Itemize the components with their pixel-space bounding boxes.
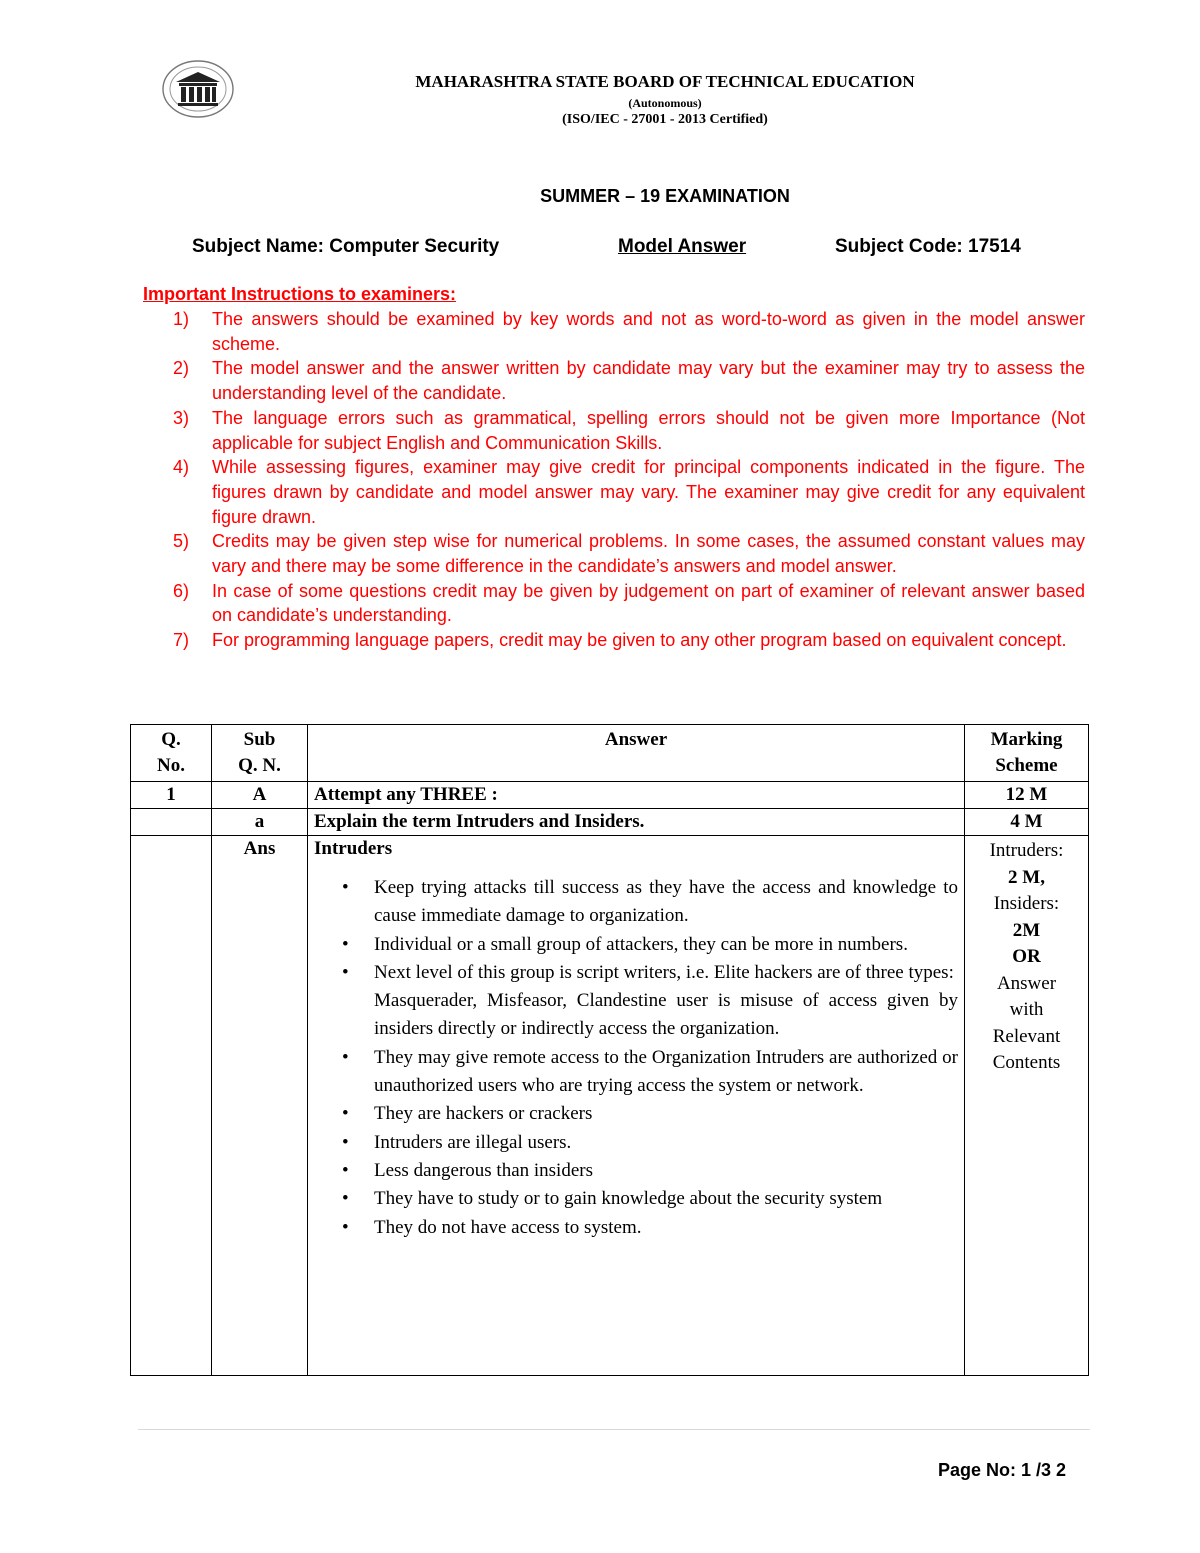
- page-number: Page No: 1 /3 2: [938, 1460, 1067, 1480]
- subject-name: Subject Name: Computer Security: [192, 236, 500, 257]
- answer-heading: Intruders: [314, 838, 393, 859]
- instruction-text: While assessing figures, examiner may give credit for principal components indicated in the figure. The figures drawn by candidate and model answer may vary. The examiner may give credit for any equivalent figure drawn.: [212, 457, 1085, 527]
- instruction-item: [143, 356, 1085, 405]
- instruction-item: [143, 529, 1085, 578]
- question-text: Explain the term Intruders and Insiders.: [308, 809, 965, 836]
- bullet-icon: •: [342, 1103, 349, 1125]
- table-row: [131, 836, 1089, 1376]
- bullet-icon: •: [342, 877, 349, 898]
- list-item: • Individual or a small group of attackers, they can be more in numbers.: [314, 931, 958, 959]
- msbte-logo-icon: [160, 58, 236, 120]
- instruction-text: Credits may be given step wise for numerical problems. In some cases, the assumed constant values may vary and there may be some difference in the candidate’s answers and model answer.: [212, 531, 1085, 577]
- question-text: Attempt any THREE :: [308, 782, 965, 809]
- bullet-icon: •: [342, 1188, 349, 1210]
- autonomous-label: (Autonomous): [628, 96, 702, 110]
- marks: 12 M: [965, 782, 1089, 809]
- bullet-icon: •: [342, 1216, 349, 1238]
- model-answer-label: Model Answer: [618, 236, 747, 257]
- instruction-text: The model answer and the answer written by candidate may vary but the examiner may try to assess the understanding level of the candidate.: [212, 358, 1085, 404]
- header-q-no: Q. No.: [131, 725, 212, 782]
- marks: 4 M: [965, 809, 1089, 836]
- table-row: [131, 782, 1089, 809]
- q-number: [131, 836, 212, 1376]
- bullet-icon: •: [342, 961, 349, 983]
- sub-text: Masquerader, Misfeasor, Clandestine user is misuse of access given by insiders directly or indirectly access the organization.: [374, 990, 958, 1040]
- iso-certification: (ISO/IEC - 27001 - 2013 Certified): [562, 112, 768, 127]
- instruction-number: 4): [173, 457, 190, 478]
- instruction-number: 2): [173, 358, 190, 379]
- list-item: • They have to study or to gain knowledge about the security system: [314, 1185, 958, 1213]
- instruction-number: 3): [173, 407, 190, 428]
- instruction-item: [143, 307, 1085, 356]
- instruction-item: [143, 628, 1085, 653]
- instructions-list: [143, 307, 1085, 653]
- instruction-text: The answers should be examined by key words and not as word-to-word as given in the model answer scheme.: [212, 309, 1085, 354]
- instruction-item: [143, 406, 1085, 455]
- instruction-item: [143, 579, 1085, 628]
- sub-q-number: A: [212, 782, 308, 809]
- board-name: MAHARASHTRA STATE BOARD OF TECHNICAL EDUCATION: [415, 72, 915, 91]
- header-answer: Answer: [308, 725, 965, 782]
- marking-scheme-cell: Intruders: 2 M, Insiders: 2M OR Answer with Relevant Contents: [965, 836, 1089, 1376]
- answer-bullet-list: [314, 874, 958, 1242]
- q-number: [131, 809, 212, 836]
- bullet-icon: •: [342, 1046, 349, 1068]
- bullet-icon: •: [342, 1159, 349, 1181]
- ans-label: Ans: [212, 836, 308, 1376]
- footer-divider: [138, 1429, 1090, 1430]
- instruction-number: 1): [173, 309, 190, 329]
- instruction-item: [143, 455, 1085, 529]
- header-marking-scheme: Marking Scheme: [965, 725, 1089, 782]
- list-item: • Intruders are illegal users.: [314, 1129, 958, 1157]
- header-sub-q-no: Sub Q. N.: [212, 725, 308, 782]
- instruction-text: For programming language papers, credit may be given to any other program based on equivalent concept.: [212, 630, 1067, 651]
- q-number: 1: [131, 782, 212, 809]
- instruction-text: The language errors such as grammatical, spelling errors should not be given more Importance (Not applicable for subject English and Communication Skills.: [212, 407, 1085, 453]
- answer-cell: [308, 836, 965, 1376]
- list-item: • They do not have access to system.: [314, 1214, 958, 1242]
- list-item: • Next level of this group is script writers, i.e. Elite hackers are of three types: Masquerader, Misfeasor, Clandestine user is misuse of access given by insiders directly or indirectly access the organization.: [314, 959, 958, 1044]
- instructions-title: Important Instructions to examiners:: [143, 284, 457, 304]
- list-item: • Less dangerous than insiders: [314, 1157, 958, 1185]
- exam-title: SUMMER – 19 EXAMINATION: [540, 186, 790, 206]
- instruction-text: In case of some questions credit may be given by judgement on part of examiner of relevant answer based on candidate’s understanding.: [212, 580, 1085, 626]
- sub-q-number: a: [212, 809, 308, 836]
- list-item: • Keep trying attacks till success as they have the access and knowledge to cause immediate damage to organization.: [314, 874, 958, 931]
- table-header-row: [131, 725, 1089, 782]
- list-item: • They are hackers or crackers: [314, 1100, 958, 1128]
- bullet-icon: •: [342, 933, 349, 955]
- bullet-icon: •: [342, 1131, 349, 1153]
- list-item: • They may give remote access to the Organization Intruders are authorized or unauthorized users who are trying access the system or network.: [314, 1044, 958, 1101]
- answer-table: [130, 724, 1089, 1376]
- instruction-number: 5): [173, 531, 190, 552]
- table-row: [131, 809, 1089, 836]
- instruction-number: 6): [173, 580, 190, 601]
- instruction-number: 7): [173, 630, 190, 651]
- subject-code: Subject Code: 17514: [835, 236, 1021, 257]
